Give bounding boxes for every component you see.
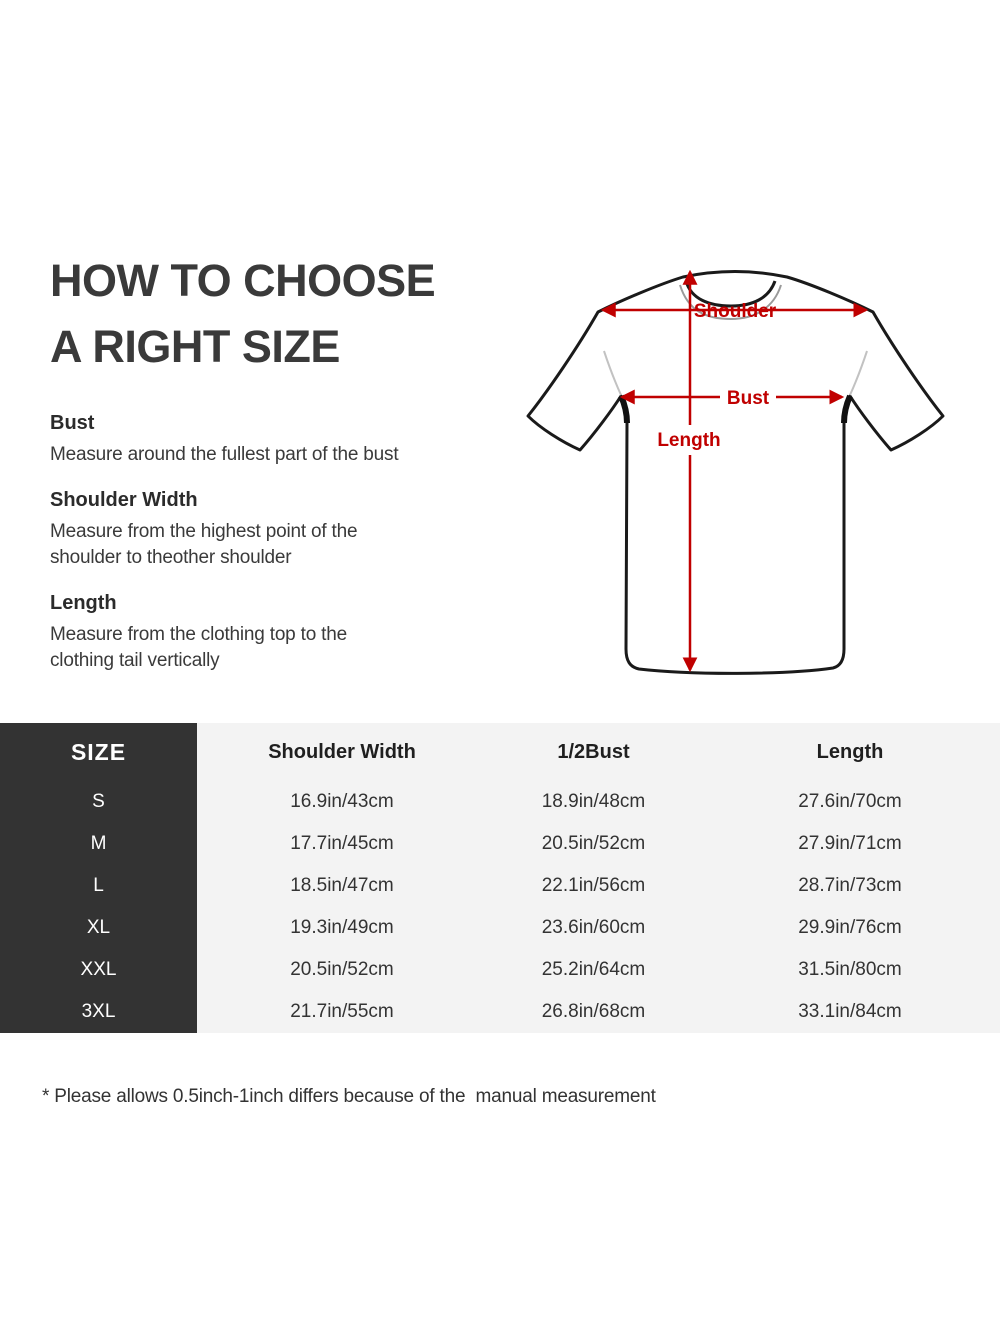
size-cell: 3XL [0, 991, 197, 1033]
guide-section-text: clothing tail vertically [50, 650, 220, 671]
table-header-half-bust: 1/2Bust [487, 723, 700, 781]
size-cell: M [0, 823, 197, 865]
value-cell: 27.6in/70cm [700, 781, 1000, 823]
measurement-disclaimer: * Please allows 0.5inch-1inch differs because of the manual measurement [42, 1086, 656, 1107]
measure-guide [50, 412, 480, 695]
guide-section-text: shoulder to theother shoulder [50, 547, 292, 568]
value-cell: 20.5in/52cm [487, 823, 700, 865]
page-title [50, 248, 435, 380]
guide-section-title: Bust [50, 412, 95, 434]
value-cell: 28.7in/73cm [700, 865, 1000, 907]
value-cell: 17.7in/45cm [197, 823, 487, 865]
size-cell: XL [0, 907, 197, 949]
tshirt-outline [528, 272, 943, 674]
guide-section-bust [50, 412, 480, 468]
value-cell: 19.3in/49cm [197, 907, 487, 949]
table-header-length: Length [700, 723, 1000, 781]
tshirt-measure-diagram [500, 255, 960, 695]
value-cell: 33.1in/84cm [700, 991, 1000, 1033]
value-cell: 20.5in/52cm [197, 949, 487, 991]
guide-section-title: Shoulder Width [50, 489, 198, 511]
table-header-size: SIZE [0, 723, 197, 781]
guide-section-text: Measure from the highest point of the [50, 521, 358, 542]
page-title-line2: A RIGHT SIZE [50, 321, 340, 372]
guide-section-title: Length [50, 592, 117, 614]
table-header-shoulder-width: Shoulder Width [197, 723, 487, 781]
size-cell: S [0, 781, 197, 823]
shoulder-arrow-label: Shoulder [693, 301, 777, 322]
value-cell: 18.5in/47cm [197, 865, 487, 907]
value-cell: 26.8in/68cm [487, 991, 700, 1033]
guide-section-text: Measure from the clothing top to the [50, 624, 347, 645]
bust-arrow-label: Bust [726, 388, 770, 409]
guide-section-shoulder-width [50, 489, 480, 571]
value-cell: 23.6in/60cm [487, 907, 700, 949]
size-cell: L [0, 865, 197, 907]
value-cell: 22.1in/56cm [487, 865, 700, 907]
value-cell: 25.2in/64cm [487, 949, 700, 991]
size-cell: XXL [0, 949, 197, 991]
value-cell: 27.9in/71cm [700, 823, 1000, 865]
value-cell: 31.5in/80cm [700, 949, 1000, 991]
value-cell: 21.7in/55cm [197, 991, 487, 1033]
value-cell: 18.9in/48cm [487, 781, 700, 823]
value-cell: 29.9in/76cm [700, 907, 1000, 949]
guide-section-text: Measure around the fullest part of the bust [50, 444, 399, 465]
page-title-line1: HOW TO CHOOSE [50, 255, 436, 306]
guide-section-length [50, 592, 480, 674]
size-table [0, 723, 1000, 1033]
value-cell: 16.9in/43cm [197, 781, 487, 823]
length-arrow-label: Length [657, 430, 721, 451]
